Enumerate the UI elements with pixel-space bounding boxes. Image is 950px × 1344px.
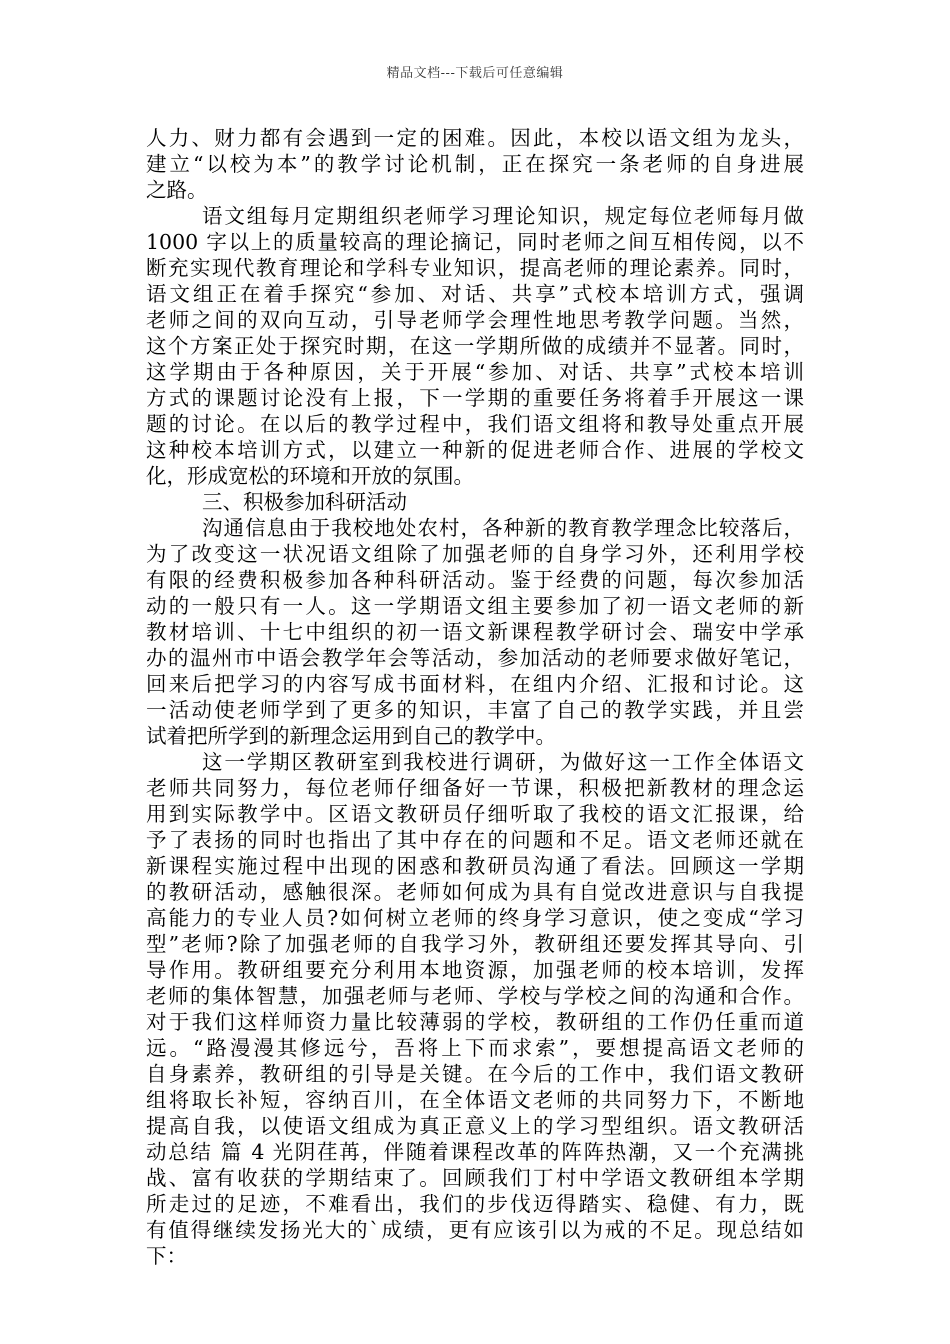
text-line: 战、富有收获的学期结束了。回顾我们丁村中学语文教研组本学期: [146, 1166, 804, 1190]
text-line: 语文组正在着手探究“参加、对话、共享”式校本培训方式，强调: [146, 282, 804, 306]
text-line: 组将取长补短，容纳百川，在全体语文老师的共同努力下，不断地: [146, 1088, 804, 1112]
text-line: 提高自我，以使语文组成为真正意义上的学习型组织。语文教研活: [146, 1114, 804, 1138]
text-line: 远。“路漫漫其修远兮，吾将上下而求索”，要想提高语文老师的: [146, 1036, 804, 1060]
text-line: 这一学期区教研室到我校进行调研，为做好这一工作全体语文: [202, 750, 804, 774]
text-line: 题的讨论。在以后的教学过程中，我们语文组将和教导处重点开展: [146, 412, 804, 436]
text-line: 自身素养，教研组的引导是关键。在今后的工作中，我们语文教研: [146, 1062, 804, 1086]
text-line: 这种校本培训方式，以建立一种新的促进老师合作、进展的学校文: [146, 438, 804, 462]
text-line: 型”老师?除了加强老师的自我学习外，教研组还要发挥其导向、引: [146, 932, 804, 956]
text-line: 老师的集体智慧，加强老师与老师、学校与学校之间的沟通和合作。: [146, 984, 804, 1008]
text-line: 的教研活动，感触很深。老师如何成为具有自觉改进意识与自我提: [146, 880, 804, 904]
text-line: 语文组每月定期组织老师学习理论知识，规定每位老师每月做: [202, 204, 804, 228]
text-line: 建立“以校为本”的教学讨论机制，正在探究一条老师的自身进展: [146, 152, 804, 176]
text-line: 试着把所学到的新理念运用到自己的教学中。: [146, 724, 556, 748]
page-header: 精品文档---下载后可任意编辑: [386, 66, 564, 81]
document-body: [146, 125, 804, 1269]
text-line: 高能力的专业人员?如何树立老师的终身学习意识，使之变成“学习: [146, 906, 804, 930]
text-line: 一活动使老师学到了更多的知识，丰富了自己的教学实践，并且尝: [146, 698, 804, 722]
text-line: 这个方案正处于探究时期，在这一学期所做的成绩并不显著。同时，: [146, 334, 804, 358]
text-line: 用到实际教学中。区语文教研员仔细听取了我校的语文汇报课，给: [146, 802, 804, 826]
text-line: 人力、财力都有会遇到一定的困难。因此，本校以语文组为龙头，: [146, 126, 804, 150]
text-line: 动总结 篇 4 光阴荏苒，伴随着课程改革的阵阵热潮，又一个充满挑: [146, 1140, 804, 1164]
text-line: 动的一般只有一人。这一学期语文组主要参加了初一语文老师的新: [146, 594, 804, 618]
text-line: 老师共同努力，每位老师仔细备好一节课，积极把新教材的理念运: [146, 776, 804, 800]
section-heading: 三、积极参加科研活动: [202, 490, 407, 514]
text-line: 之路。: [146, 178, 208, 202]
text-line: 老师之间的双向互动，引导老师学会理性地思考教学问题。当然，: [146, 308, 804, 332]
text-line: 为了改变这一状况语文组除了加强老师的自身学习外，还利用学校: [146, 542, 804, 566]
text-line: 这学期由于各种原因，关于开展“参加、对话、共享”式校本培训: [146, 360, 804, 384]
text-line: 下：: [146, 1244, 187, 1268]
text-line: 所走过的足迹，不难看出，我们的步伐迈得踏实、稳健、有力，既: [146, 1192, 804, 1216]
text-line: 新课程实施过程中出现的困惑和教研员沟通了看法。回顾这一学期: [146, 854, 804, 878]
text-line: 有值得继续发扬光大的`成绩，更有应该引以为戒的不足。现总结如: [146, 1218, 804, 1242]
text-line: 教材培训、十七中组织的初一语文新课程教学研讨会、瑞安中学承: [146, 620, 804, 644]
text-line: 对于我们这样师资力量比较薄弱的学校，教研组的工作仍任重而道: [146, 1010, 804, 1034]
text-line: 回来后把学习的内容写成书面材料，在组内介绍、汇报和讨论。这: [146, 672, 804, 696]
text-line: 导作用。教研组要充分利用本地资源，加强老师的校本培训，发挥: [146, 958, 804, 982]
text-line: 有限的经费积极参加各种科研活动。鉴于经费的问题，每次参加活: [146, 568, 804, 592]
text-line: 方式的课题讨论没有上报，下一学期的重要任务将着手开展这一课: [146, 386, 804, 410]
text-line: 断充实现代教育理论和学科专业知识，提高老师的理论素养。同时，: [146, 256, 804, 280]
text-line: 化，形成宽松的环境和开放的氛围。: [146, 464, 474, 488]
text-line: 沟通信息由于我校地处农村，各种新的教育教学理念比较落后，: [202, 516, 804, 540]
text-line: 予了表扬的同时也指出了其中存在的问题和不足。语文老师还就在: [146, 828, 804, 852]
text-line: 1000 字以上的质量较高的理论摘记，同时老师之间互相传阅，以不: [146, 230, 804, 254]
text-line: 办的温州市中语会教学年会等活动，参加活动的老师要求做好笔记，: [146, 646, 804, 670]
